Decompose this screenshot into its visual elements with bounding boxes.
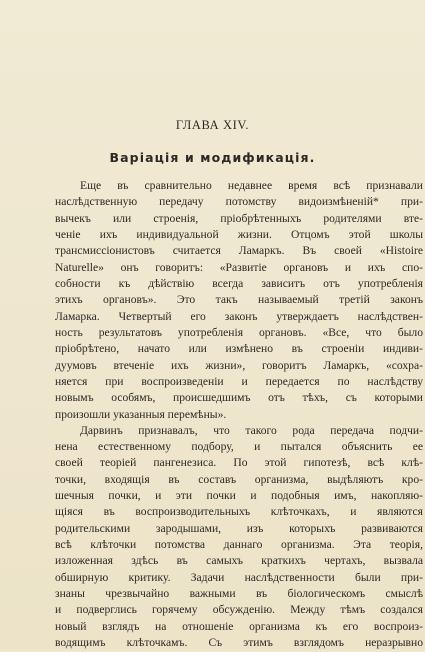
text-line: родительскими зародышами, изъ которыхъ развиваются xyxy=(55,521,423,535)
text-line: своей теоріей пангенезиса. По этой гипотезѣ, всѣ клѣ- xyxy=(55,456,423,470)
text-line: изложенная здѣсь въ самыхъ краткихъ чертахъ, вызвала xyxy=(55,554,423,568)
text-line: новый взглядъ на отношеніе организма къ его воспроиз- xyxy=(55,619,423,633)
text-line: новымъ особямъ, происшедшимъ отъ тѣхъ, съ которыми xyxy=(55,391,423,405)
text-line: нена естественному подбору, и пытался объяснить ее xyxy=(55,440,423,454)
text-line: Еще въ сравнительно недавнее время всѣ признавали xyxy=(80,179,423,192)
text-line: вычекъ или строенія, пріобрѣтенныхъ родителями вте- xyxy=(55,211,423,225)
text-line: обширную критику. Задачи наслѣдственности были при- xyxy=(55,570,423,584)
text-line: точки, входящія въ составъ организма, выдѣляютъ кро- xyxy=(55,472,423,486)
text-line: шечныя почки, и эти почки и подобныя имъ, накопляю- xyxy=(55,489,423,503)
text-line: наслѣдственную передачу потомству видоизмѣненій* при- xyxy=(55,195,423,209)
text-line: ность результатовъ употребленія органовъ. «Все, что было xyxy=(55,325,423,339)
text-line: этихъ органовъ». Это такъ называемый третій законъ xyxy=(55,293,423,307)
text-line: щіяся въ воспроизводительныхъ клѣточкахъ, и являются xyxy=(55,505,423,519)
text-line: дуумовъ втеченіе ихъ жизни», говоритъ Ламаркъ, «сохра- xyxy=(55,358,423,372)
text-line: няется при воспроизведеніи и передается по наслѣдству xyxy=(55,374,423,388)
text-line: собности къ дѣйствію всегда зависитъ отъ употребленія xyxy=(55,276,423,290)
section-title: Варіація и модификація. xyxy=(109,150,316,165)
text-line: пріобрѣтено, начато или измѣнено въ строеніи индиви- xyxy=(55,342,423,356)
text-line: произошли указанныя перемѣны». xyxy=(55,407,227,421)
text-line: и подверглись горячему обсужденію. Между тѣмъ создался xyxy=(55,603,423,617)
text-line: знаны чрезвычайно важными въ біологическомъ смыслѣ xyxy=(55,587,423,601)
text-line: Ламарка. Четвертый его законъ утверждаетъ наслѣдствен- xyxy=(55,309,423,323)
text-line: трансмиссіонистовъ считается Ламаркъ. Въ своей «Histoire xyxy=(55,244,423,258)
text-line: ченіе ихъ индивидуальной жизни. Отцомъ этой школы xyxy=(55,227,423,241)
text-line: Дарвинъ признавалъ, что такого рода передача подчи- xyxy=(80,423,423,437)
text-line: всѣ клѣточки потомства даннаго организма. Эта теорія, xyxy=(55,538,423,552)
text-line: водящимъ клѣточкамъ. Съ этимъ взглядомъ неразрывно xyxy=(55,636,423,649)
text-line: Naturelle» онъ говоритъ: «Развитіе органовъ и ихъ спо- xyxy=(55,260,423,274)
chapter-heading: ГЛАВА XIV. xyxy=(175,118,250,132)
